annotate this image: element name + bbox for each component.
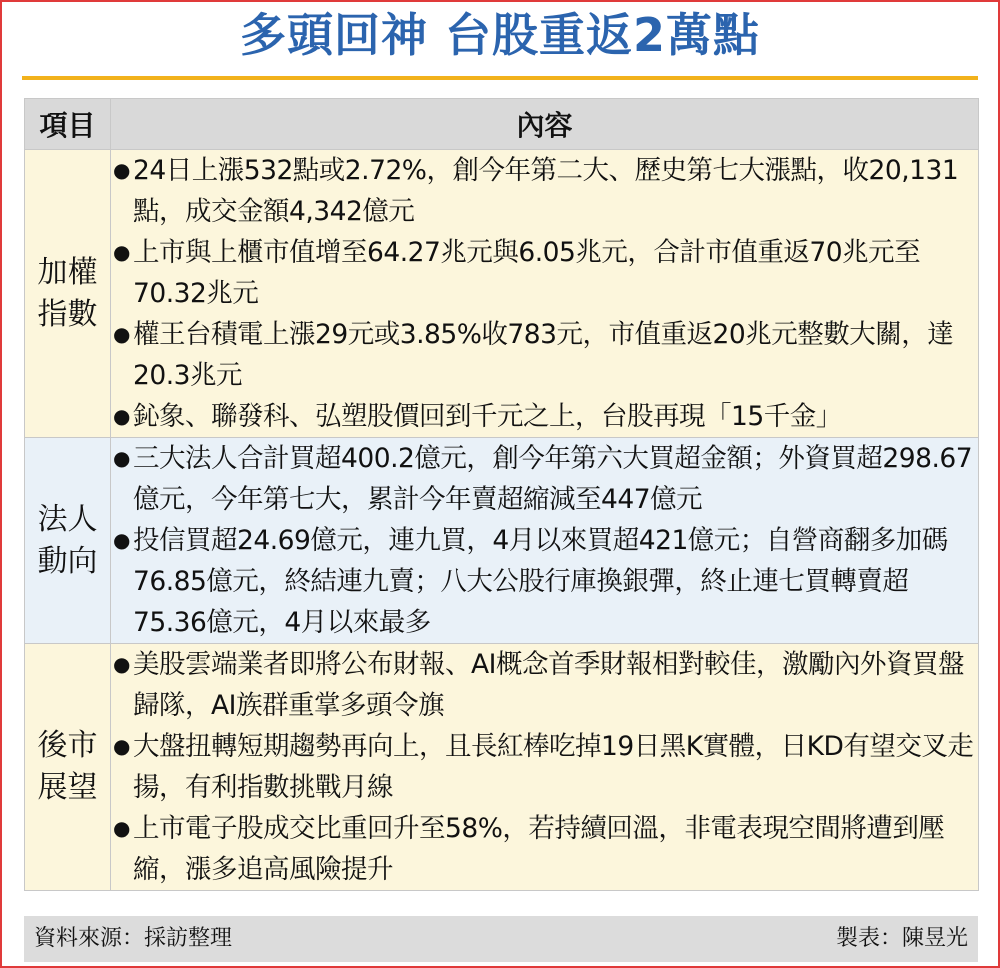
table-header-row <box>25 99 979 150</box>
bullet-icon: ● <box>113 322 130 346</box>
section-content <box>111 150 979 438</box>
section-label-line: 展望 <box>37 770 98 805</box>
list-item: ● 美股雲端業者即將公布財報、AI概念首季財報相對較佳，激勵內外資買盤歸隊，AI族群重掌多頭令旗 <box>111 644 978 726</box>
section-content <box>111 438 979 644</box>
list-item: ● 24日上漲532點或2.72%，創今年第二大、歷史第七大漲點，收20,131點，成交金額4,342億元 <box>111 150 978 232</box>
section-institutional <box>25 438 979 644</box>
list-item: ● 投信買超24.69億元，連九買，4月以來買超421億元；自營商翻多加碼76.85億元，終結連九賣；八大公股行庫換銀彈，終止連七買轉賣超75.36億元，4月以來最多 <box>111 520 978 643</box>
bullet-icon: ● <box>113 240 130 264</box>
section-outlook <box>25 644 979 891</box>
info-table <box>24 98 979 891</box>
list-item: ● 鈊象、聯發科、弘塑股價回到千元之上，台股再現「15千金」 <box>111 396 978 437</box>
bullet-icon: ● <box>113 446 130 470</box>
maker-credit: 製表：陳昱光 <box>835 926 968 951</box>
section-index <box>25 150 979 438</box>
title-divider <box>22 76 978 80</box>
bullet-icon: ● <box>113 734 130 758</box>
section-label-line: 加權 <box>37 254 98 290</box>
list-item: ● 三大法人合計買超400.2億元，創今年第六大買超金額；外資買超298.67億元，今年第七大，累計今年賣超縮減至447億元 <box>111 438 978 520</box>
footer-bar <box>24 916 978 962</box>
section-label-line: 動向 <box>37 543 98 579</box>
header-label: 項目 <box>25 99 111 150</box>
list-item: ● 上市與上櫃市值增至64.27兆元與6.05兆元，合計市值重返70兆元至70.32兆元 <box>111 232 978 314</box>
bullet-icon: ● <box>113 528 130 552</box>
section-label <box>25 644 111 891</box>
bullet-icon: ● <box>113 652 130 676</box>
section-label-line: 法人 <box>37 501 98 537</box>
list-item: ● 大盤扭轉短期趨勢再向上，且長紅棒吃掉19日黑K實體，日KD有望交叉走揚，有利指數挑戰月線 <box>111 726 978 808</box>
section-label-line: 指數 <box>37 296 98 332</box>
section-label-line: 後市 <box>37 728 98 763</box>
page-title: 多頭回神 台股重返2萬點 <box>239 8 761 62</box>
section-label <box>25 150 111 438</box>
list-item: ● 上市電子股成交比重回升至58%，若持續回溫，非電表現空間將遭到壓縮，漲多追高風險提升 <box>111 808 978 890</box>
bullet-icon: ● <box>113 404 130 428</box>
section-label <box>25 438 111 644</box>
list-item: ● 權王台積電上漲29元或3.85%收783元，市值重返20兆元整數大關，達20.3兆元 <box>111 314 978 396</box>
bullet-icon: ● <box>113 158 130 182</box>
section-content <box>111 644 979 891</box>
header-content: 內容 <box>111 99 979 150</box>
source-note: 資料來源：採訪整理 <box>34 926 233 951</box>
bullet-icon: ● <box>113 816 130 840</box>
